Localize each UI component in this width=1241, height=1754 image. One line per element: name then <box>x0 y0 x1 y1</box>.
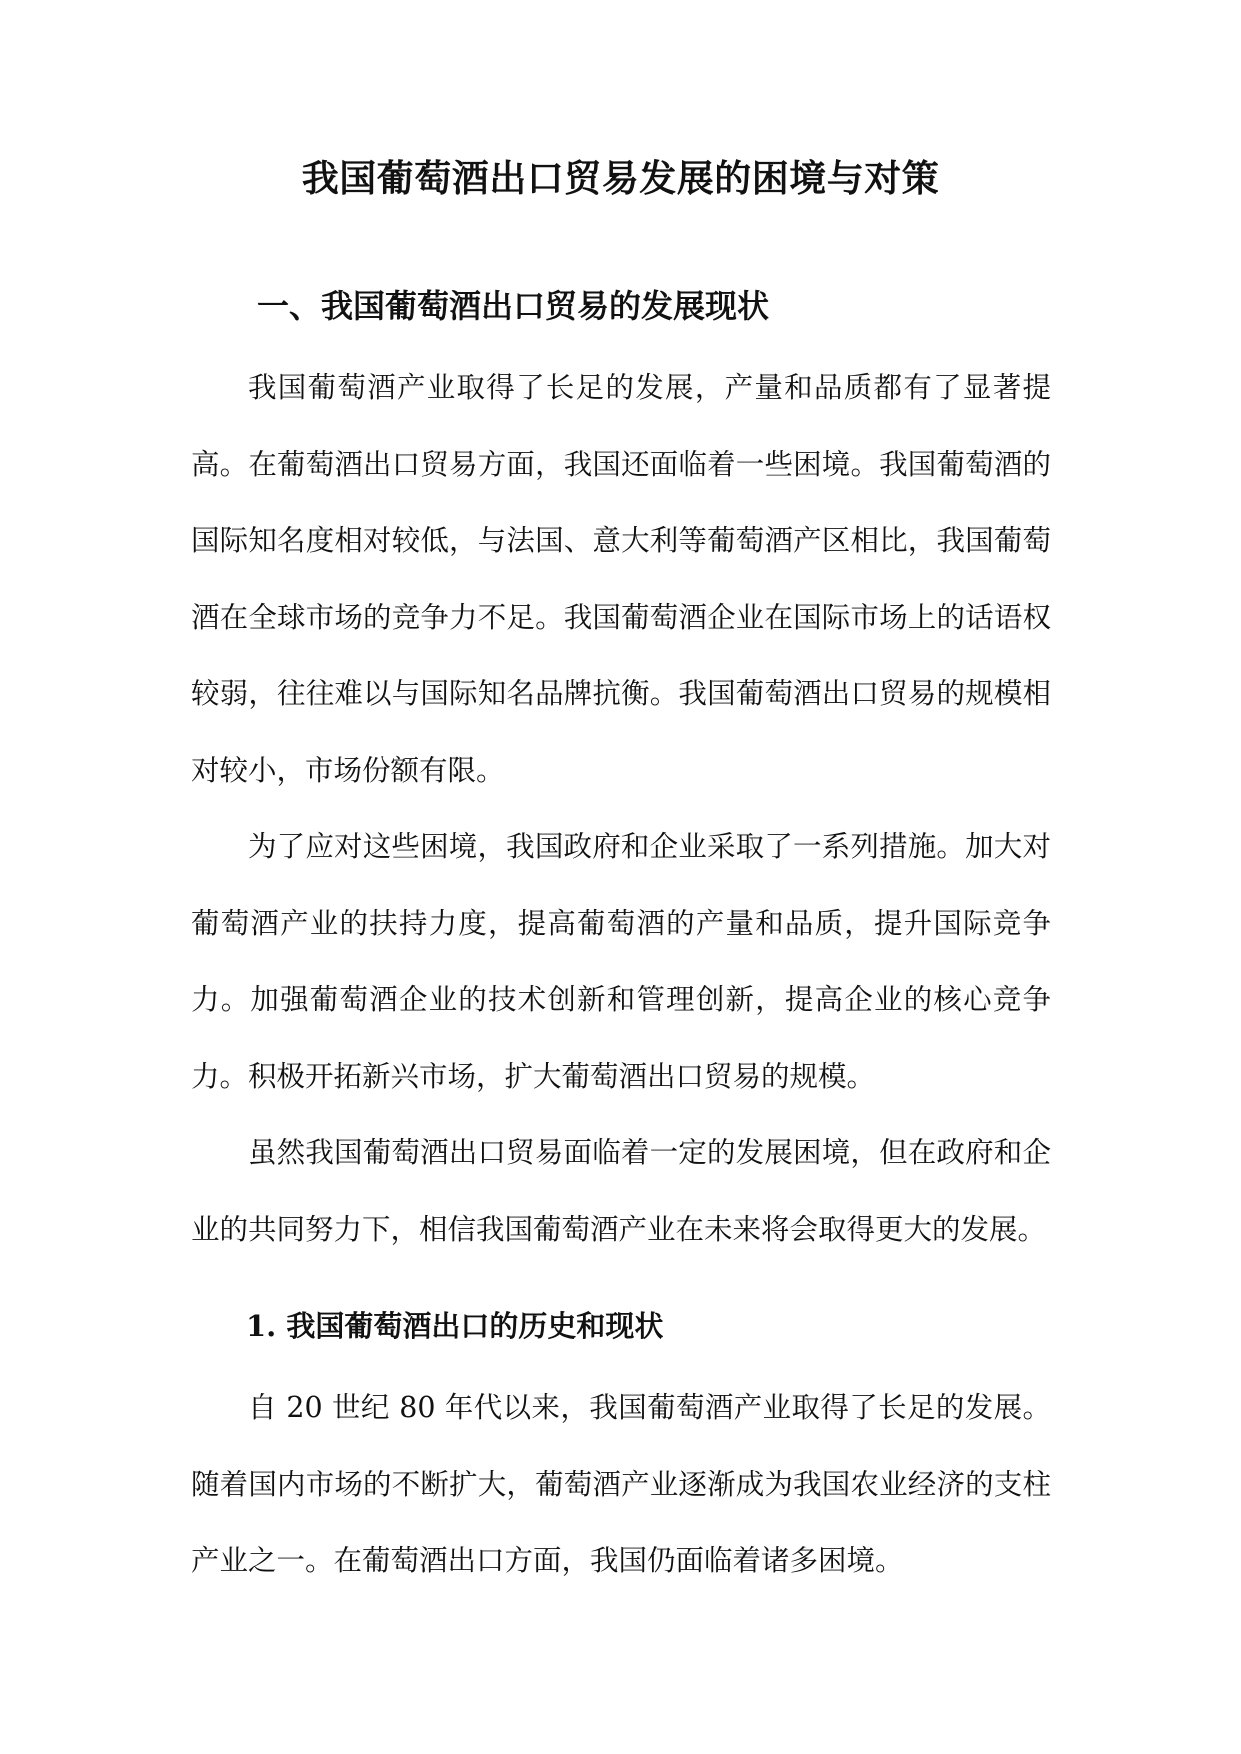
body-paragraph: 我国葡萄酒产业取得了长足的发展，产量和品质都有了显著提高。在葡萄酒出口贸易方面，我国还面临着一些困境。我国葡萄酒的国际知名度相对较低，与法国、意大利等葡萄酒产区相比，我国葡萄酒在全球市场的竞争力不足。我国葡萄酒企业在国际市场上的话语权较弱，往往难以与国际知名品牌抗衡。我国葡萄酒出口贸易的规模相对较小，市场份额有限。 <box>191 371 1051 787</box>
body-paragraph: 为了应对这些困境，我国政府和企业采取了一系列措施。加大对葡萄酒产业的扶持力度，提高葡萄酒的产量和品质，提升国际竞争力。加强葡萄酒企业的技术创新和管理创新，提高企业的核心竞争力。积极开拓新兴市场，扩大葡萄酒出口贸易的规模。 <box>191 830 1051 1093</box>
document-title: 我国葡萄酒出口贸易发展的困境与对策 <box>301 156 940 200</box>
section-heading: 一、我国葡萄酒出口贸易的发展现状 <box>257 287 770 325</box>
subsection-heading: 1. 我国葡萄酒出口的历史和现状 <box>246 1309 664 1343</box>
body-paragraph: 虽然我国葡萄酒出口贸易面临着一定的发展困境，但在政府和企业的共同努力下，相信我国葡萄酒产业在未来将会取得更大的发展。 <box>191 1136 1051 1246</box>
body-paragraph: 自 20 世纪 80 年代以来，我国葡萄酒产业取得了长足的发展。随着国内市场的不断扩大，葡萄酒产业逐渐成为我国农业经济的支柱产业之一。在葡萄酒出口方面，我国仍面临着诸多困境。 <box>191 1391 1051 1577</box>
